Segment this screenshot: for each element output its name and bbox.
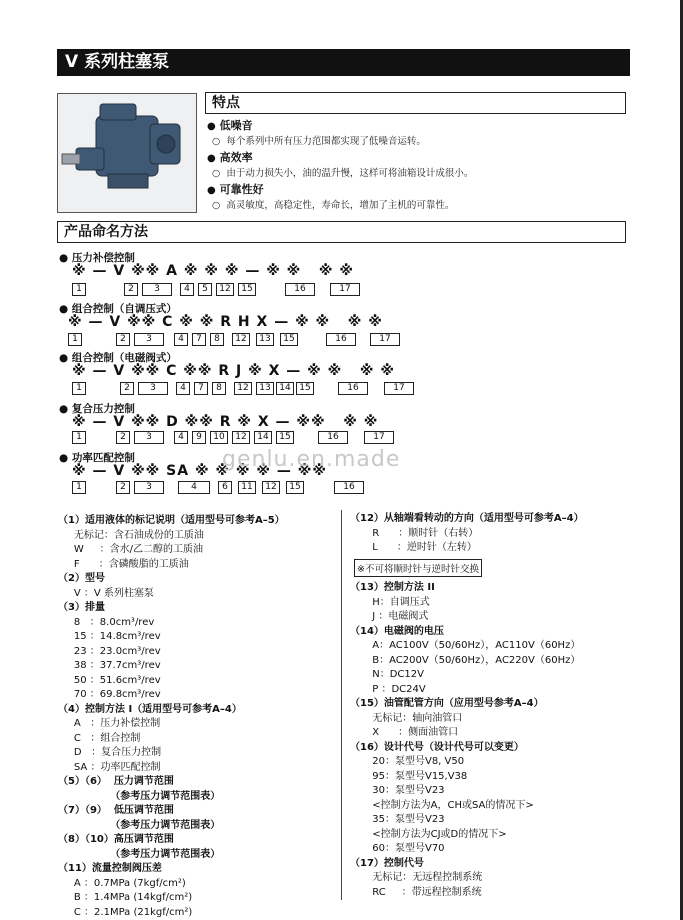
section-heading: （16）设计代号（设计代号可以变更） xyxy=(350,741,524,753)
num-box: 2 xyxy=(116,481,130,494)
num-box: 3 xyxy=(138,382,168,395)
section-line: J ：电磁阀式 xyxy=(350,611,429,622)
section-heading: （3）排量 xyxy=(58,602,105,613)
section-heading: （13）控制方法 II xyxy=(350,582,435,593)
number-boxes xyxy=(72,382,432,396)
section-heading: （1）适用液体的标记说明（适用型号可参考A–5） xyxy=(58,515,285,526)
num-box: 9 xyxy=(192,431,206,444)
control-formula: ※ — V ※※ SA ※ ※ ※ ※ — ※※ xyxy=(72,463,327,479)
num-box: 4 xyxy=(174,431,188,444)
control-formula: ※ — V ※※ D ※※ R ※ X — ※※ ※ ※ xyxy=(72,414,379,430)
section-line: 无标记：无远程控制系统 xyxy=(350,872,483,883)
section-line: 15 ：14.8cm³/rev xyxy=(58,631,161,642)
num-box: 16 xyxy=(285,283,315,296)
section-line: X ：侧面油管口 xyxy=(350,727,459,738)
num-box: 3 xyxy=(134,333,164,346)
section-line: B：AC200V（50/60Hz），AC220V（60Hz） xyxy=(350,654,581,666)
section-line: W ：含水/乙二醇的工质油 xyxy=(58,544,204,555)
feature-item: ● 低噪音 ○ 每个系列中所有压力范围都实现了低噪音运转。 xyxy=(207,119,426,147)
num-box: 4 xyxy=(176,382,190,395)
left-column xyxy=(58,514,285,920)
section-line: F ：含磷酸脂的工质油 xyxy=(58,558,189,570)
feature-item: ● 可靠性好 ○ 高灵敏度，高稳定性，寿命长，增加了主机的可靠性。 xyxy=(207,183,455,211)
section-line: 35：泵型号V23 xyxy=(350,814,445,825)
num-box: 15 xyxy=(276,431,294,444)
section-heading: （12）从轴端看转动的方向（适用型号可参考A–4） xyxy=(350,513,584,524)
section-line: 30：泵型号V23 xyxy=(350,785,445,796)
section-line: L ：逆时针（左转） xyxy=(350,542,477,553)
num-box: 17 xyxy=(384,382,414,395)
num-box: 1 xyxy=(72,382,86,395)
features-header: 特点 xyxy=(205,92,626,114)
section-line: 38 ：37.7cm³/rev xyxy=(58,660,161,671)
num-box: 14 xyxy=(254,431,272,444)
section-line: H：自调压式 xyxy=(350,596,430,608)
num-box: 16 xyxy=(338,382,368,395)
section-heading: （11）流量控制阀压差 xyxy=(58,863,162,874)
num-box: 3 xyxy=(134,431,164,444)
num-box: 4 xyxy=(174,333,188,346)
page-title: V 系列柱塞泵 xyxy=(57,49,630,76)
num-box: 2 xyxy=(116,431,130,444)
section-heading: （5）（6） 压力调节范围 xyxy=(58,776,174,787)
num-box: 15 xyxy=(286,481,304,494)
section-line: 无标记：含石油成份的工质油 xyxy=(58,529,204,541)
control-formula: ※ — V ※※ C ※ ※ R H X — ※ ※ ※ ※ xyxy=(68,314,383,330)
num-box: 1 xyxy=(72,283,86,296)
watermark: genlu.en.made xyxy=(222,447,401,472)
number-boxes xyxy=(72,283,372,297)
column-divider xyxy=(341,510,342,900)
section-heading: （2）型号 xyxy=(58,573,105,584)
num-box: 10 xyxy=(210,431,228,444)
section-heading: （8）（10）高压调节范围 xyxy=(58,834,174,845)
num-box: 13 xyxy=(256,382,274,395)
num-box: 17 xyxy=(364,431,394,444)
section-line: <控制方法为CJ或D的情况下> xyxy=(350,828,507,840)
control-title: ● 组合控制（电磁阀式） xyxy=(59,352,177,364)
section-line: R ：顺时针（右转） xyxy=(350,527,479,539)
section-heading: （参考压力调节范围表） xyxy=(58,819,221,831)
section-line: 70 ：69.8cm³/rev xyxy=(58,689,161,700)
control-title: ● 组合控制（自调压式） xyxy=(59,303,177,315)
num-box: 7 xyxy=(194,382,208,395)
number-boxes xyxy=(68,333,428,347)
feature-title: 低噪音 xyxy=(219,119,253,132)
num-box: 15 xyxy=(238,283,256,296)
feature-desc: 每个系列中所有压力范围都实现了低噪音运转。 xyxy=(226,136,426,147)
num-box: 5 xyxy=(198,283,212,296)
section-heading: （15）油管配管方向（应用型号参考A–4） xyxy=(350,698,544,709)
section-line: A ：0.7MPa (7kgf/cm²) xyxy=(58,877,186,889)
num-box: 15 xyxy=(280,333,298,346)
number-boxes xyxy=(72,481,392,495)
feature-desc: 高灵敏度，高稳定性，寿命长，增加了主机的可靠性。 xyxy=(226,200,455,211)
naming-header: 产品命名方法 xyxy=(57,221,626,243)
section-line: V ：V 系列柱塞泵 xyxy=(58,587,154,599)
num-box: 8 xyxy=(212,382,226,395)
section-heading: （14）电磁阀的电压 xyxy=(350,625,444,637)
feature-desc: 由于动力损失小，油的温升慢，这样可将油箱设计成很小。 xyxy=(226,168,474,179)
num-box: 12 xyxy=(216,283,234,296)
section-line: 无标记：轴向油管口 xyxy=(350,712,463,724)
section-line: RC ：带远程控制系统 xyxy=(350,886,482,898)
section-heading: （7）（9） 低压调节范围 xyxy=(58,805,174,816)
num-box: 7 xyxy=(192,333,206,346)
num-box: 1 xyxy=(68,333,82,346)
num-box: 14 xyxy=(276,382,294,395)
section-line: A ：压力补偿控制 xyxy=(58,718,161,729)
section-line: 8 ：8.0cm³/rev xyxy=(58,616,155,628)
section-line: 23 ：23.0cm³/rev xyxy=(58,645,161,657)
num-box: 2 xyxy=(124,283,138,296)
rotation-note: ※不可将顺时针与逆时针交换 xyxy=(354,559,482,577)
section-line: C ：组合控制 xyxy=(58,732,141,744)
num-box: 12 xyxy=(234,382,252,395)
section-line: 95：泵型号V15,V38 xyxy=(350,770,468,782)
feature-title: 可靠性好 xyxy=(219,183,264,196)
num-box: 4 xyxy=(178,481,210,494)
right-column-top xyxy=(350,512,584,556)
num-box: 1 xyxy=(72,431,86,444)
num-box: 12 xyxy=(232,431,250,444)
num-box: 3 xyxy=(142,283,172,296)
section-line: C ：2.1MPa (21kgf/cm²) xyxy=(58,906,193,918)
right-column xyxy=(350,581,580,900)
section-heading: （4）控制方法 I（适用型号可参考A–4） xyxy=(58,703,242,715)
num-box: 6 xyxy=(218,481,232,494)
section-line: 50 ：51.6cm³/rev xyxy=(58,674,161,686)
num-box: 2 xyxy=(116,333,130,346)
section-line: N：DC12V xyxy=(350,669,424,680)
num-box: 1 xyxy=(72,481,86,494)
section-line: 60：泵型号V70 xyxy=(350,843,445,854)
control-formula: ※ — V ※※ A ※ ※ ※ — ※ ※ ※ ※ xyxy=(72,263,355,279)
num-box: 16 xyxy=(326,333,356,346)
num-box: 12 xyxy=(262,481,280,494)
num-box: 12 xyxy=(232,333,250,346)
num-box: 2 xyxy=(120,382,134,395)
control-title: ● 压力补偿控制 xyxy=(59,252,135,264)
num-box: 15 xyxy=(296,382,314,395)
control-title: ● 功率匹配控制 xyxy=(59,452,135,464)
section-heading: （参考压力调节范围表） xyxy=(58,790,221,802)
feature-title: 高效率 xyxy=(219,151,253,164)
section-line: B ：1.4MPa (14kgf/cm²) xyxy=(58,892,193,903)
num-box: 16 xyxy=(334,481,364,494)
section-line: <控制方法为A，CH或SA的情况下> xyxy=(350,799,534,811)
section-line: 20：泵型号V8, V50 xyxy=(350,756,465,767)
num-box: 13 xyxy=(256,333,274,346)
num-box: 17 xyxy=(330,283,360,296)
pump-photo xyxy=(57,93,197,213)
section-heading: （17）控制代号 xyxy=(350,857,424,869)
num-box: 16 xyxy=(318,431,348,444)
section-line: A：AC100V（50/60Hz），AC110V（60Hz） xyxy=(350,640,581,651)
num-box: 4 xyxy=(180,283,194,296)
feature-item: ● 高效率 ○ 由于动力损失小，油的温升慢，这样可将油箱设计成很小。 xyxy=(207,151,474,179)
num-box: 8 xyxy=(210,333,224,346)
section-heading: （参考压力调节范围表） xyxy=(58,848,221,860)
num-box: 3 xyxy=(134,481,164,494)
control-formula: ※ — V ※※ C ※※ R J ※ X — ※ ※ ※ ※ xyxy=(72,363,395,379)
section-line: SA ：功率匹配控制 xyxy=(58,761,161,773)
section-line: P ：DC24V xyxy=(350,683,426,695)
section-line: D ：复合压力控制 xyxy=(58,747,162,758)
control-title: ● 复合压力控制 xyxy=(59,403,135,415)
num-box: 11 xyxy=(238,481,256,494)
num-box: 17 xyxy=(370,333,400,346)
number-boxes xyxy=(72,431,432,445)
